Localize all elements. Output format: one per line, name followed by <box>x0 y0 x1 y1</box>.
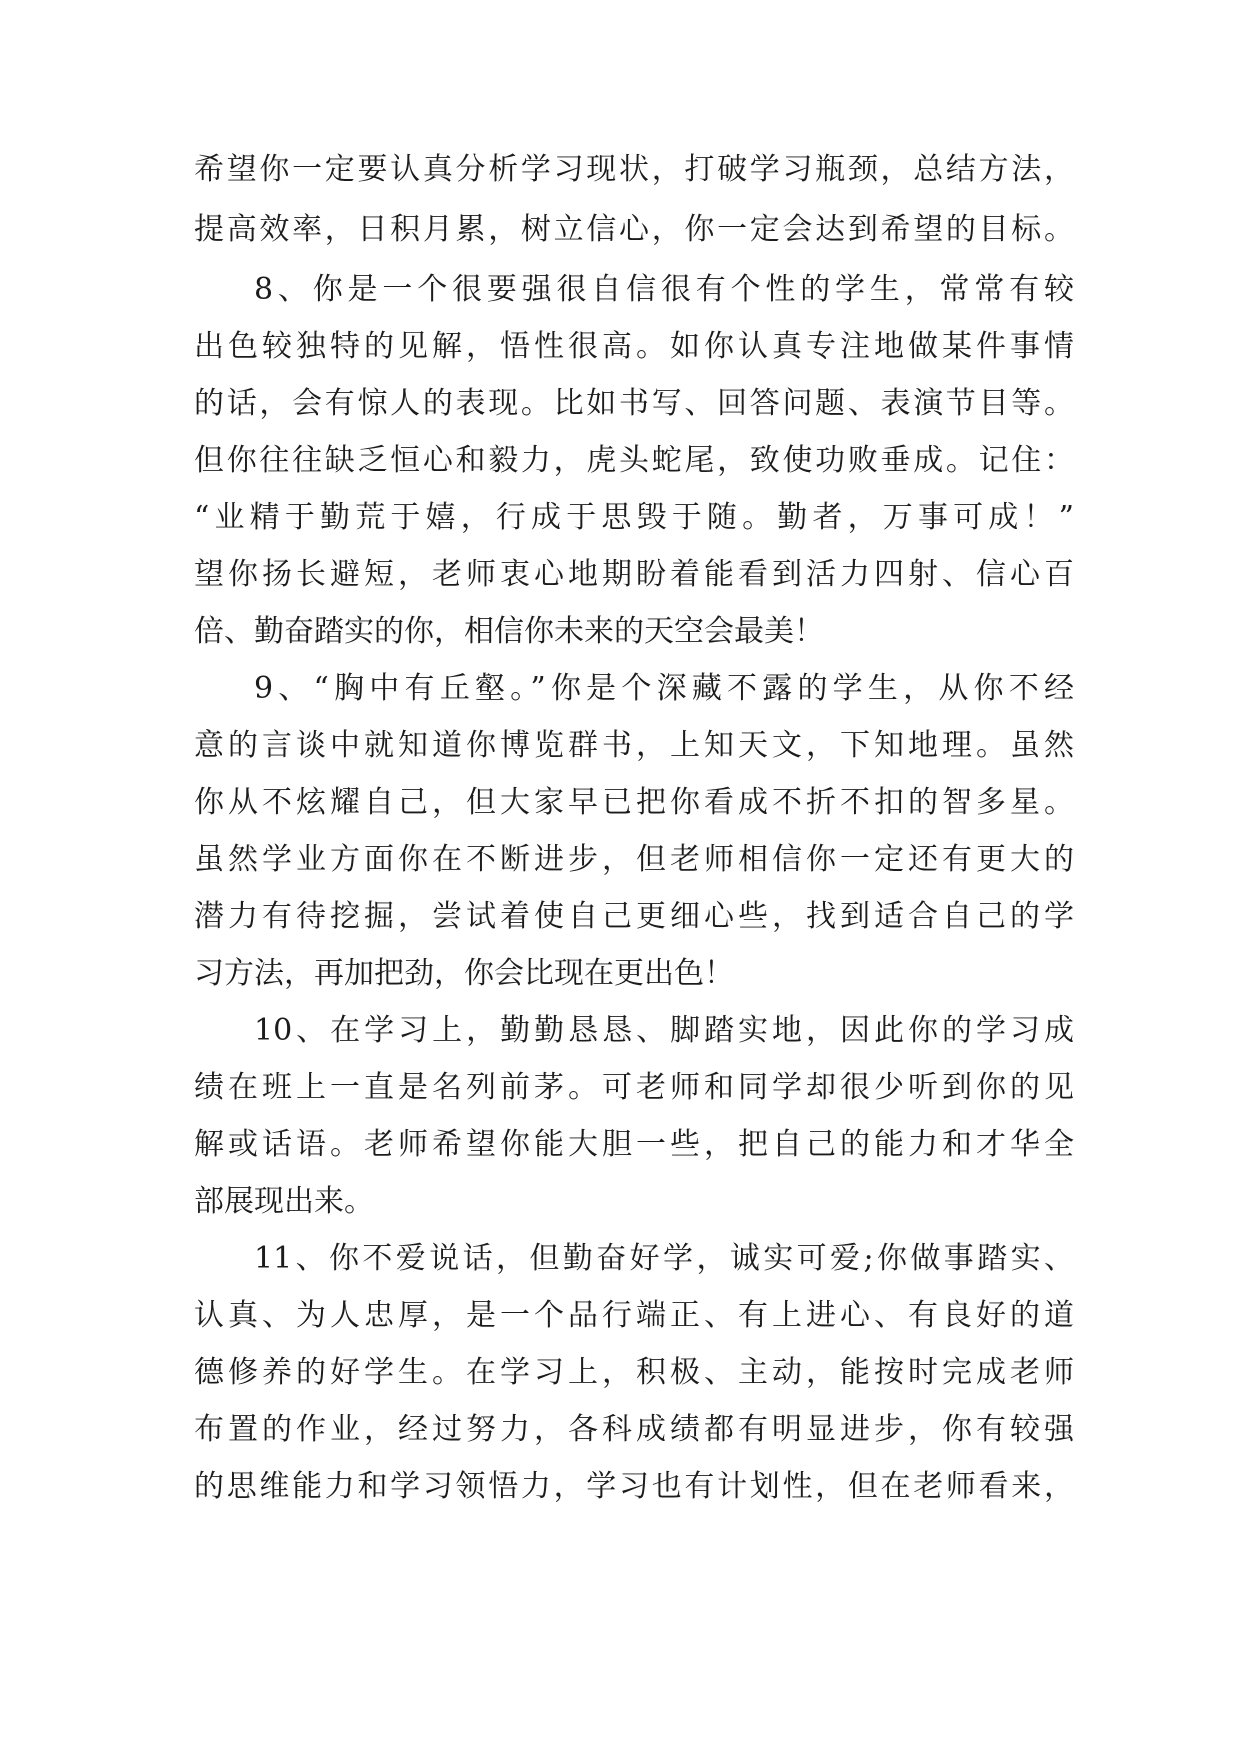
text-line: 你从不炫耀自己，但大家早已把你看成不折不扣的智多星。 <box>194 785 1074 820</box>
paragraph-10-start: 10、在学习上，勤勤恳恳、脚踏实地，因此你的学习成 <box>254 1013 1074 1048</box>
paragraph-11-start: 11、你不爱说话，但勤奋好学，诚实可爱;你做事踏实、 <box>254 1241 1074 1276</box>
text-line: 但你往往缺乏恒心和毅力，虎头蛇尾，致使功败垂成。记住： <box>194 443 1074 478</box>
text-line: 习方法，再加把劲，你会比现在更出色！ <box>194 956 734 991</box>
text-line: “业精于勤荒于嬉，行成于思毁于随。勤者，万事可成！” <box>194 500 1074 535</box>
text-line: 绩在班上一直是名列前茅。可老师和同学却很少听到你的见 <box>194 1070 1074 1105</box>
text-line: 布置的作业，经过努力，各科成绩都有明显进步，你有较强 <box>194 1412 1074 1447</box>
text-line: 的思维能力和学习领悟力，学习也有计划性，但在老师看来， <box>194 1469 1074 1504</box>
text-line: 解或话语。老师希望你能大胆一些，把自己的能力和才华全 <box>194 1127 1074 1162</box>
text-line: 认真、为人忠厚，是一个品行端正、有上进心、有良好的道 <box>194 1298 1074 1333</box>
text-line: 意的言谈中就知道你博览群书，上知天文，下知地理。虽然 <box>194 728 1074 763</box>
text-line: 德修养的好学生。在学习上，积极、主动，能按时完成老师 <box>194 1355 1074 1390</box>
text-line: 希望你一定要认真分析学习现状，打破学习瓶颈，总结方法， <box>194 152 1074 187</box>
text-line: 倍、勤奋踏实的你，相信你未来的天空会最美！ <box>194 614 824 649</box>
paragraph-9-start: 9、“胸中有丘壑。”你是个深藏不露的学生，从你不经 <box>254 671 1074 706</box>
paragraph-8-start: 8、你是一个很要强很自信很有个性的学生，常常有较 <box>254 272 1074 307</box>
text-line: 提高效率，日积月累，树立信心，你一定会达到希望的目标。 <box>194 212 1074 247</box>
text-line: 潜力有待挖掘，尝试着使自己更细心些，找到适合自己的学 <box>194 899 1074 934</box>
text-line: 出色较独特的见解，悟性很高。如你认真专注地做某件事情 <box>194 329 1074 364</box>
text-line: 望你扬长避短，老师衷心地期盼着能看到活力四射、信心百 <box>194 557 1074 592</box>
text-line: 部展现出来。 <box>194 1184 374 1219</box>
text-line: 虽然学业方面你在不断进步，但老师相信你一定还有更大的 <box>194 842 1074 877</box>
text-line: 的话，会有惊人的表现。比如书写、回答问题、表演节目等。 <box>194 386 1074 421</box>
